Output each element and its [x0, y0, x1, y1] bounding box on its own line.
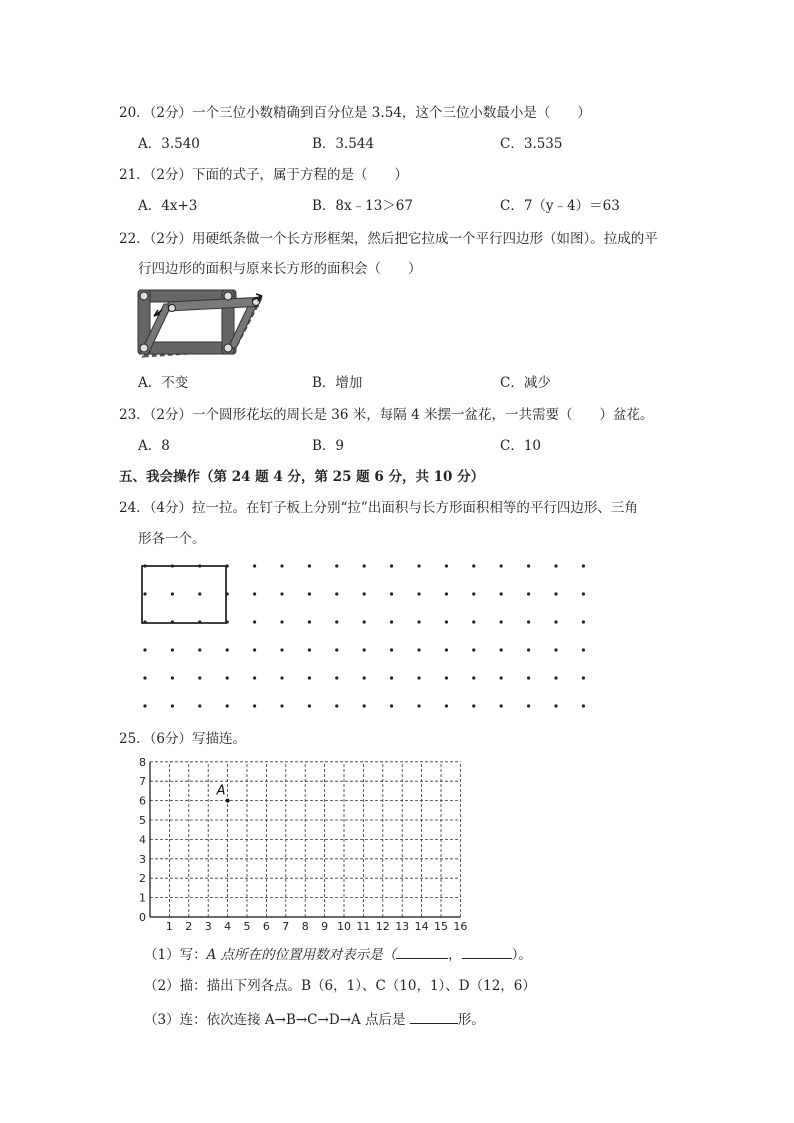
q23-option-a: A．8: [138, 438, 170, 454]
peg-dot[interactable]: [582, 564, 585, 567]
peg-dot[interactable]: [253, 704, 256, 707]
x-tick-label: 8: [301, 920, 309, 933]
peg-dot[interactable]: [308, 704, 311, 707]
q22-frame-figure: [134, 284, 270, 360]
peg-dot[interactable]: [171, 676, 174, 679]
q25-sub1-question: A 点所在的位置用数对表示是（: [206, 947, 397, 963]
peg-dot[interactable]: [335, 704, 338, 707]
peg-dot[interactable]: [500, 564, 503, 567]
x-tick-label: 1: [165, 920, 173, 933]
peg-dot[interactable]: [253, 620, 256, 623]
y-tick-label: 7: [139, 775, 146, 789]
x-tick-label: 12: [375, 920, 390, 933]
peg-dot[interactable]: [335, 620, 338, 623]
peg-dot[interactable]: [253, 592, 256, 595]
peg-dot[interactable]: [143, 620, 146, 623]
q23-option-c: C．10: [500, 438, 542, 454]
peg-dot[interactable]: [472, 704, 475, 707]
peg-dot[interactable]: [226, 676, 229, 679]
section-title: 五、我会操作（第 24 题 4 分，第 25 题 6 分，共 10 分）: [119, 469, 485, 485]
peg-dot[interactable]: [554, 620, 557, 623]
peg-dot[interactable]: [198, 676, 201, 679]
x-tick-label: 4: [224, 920, 232, 933]
peg-dot[interactable]: [417, 620, 420, 623]
peg-dot[interactable]: [390, 592, 393, 595]
peg-dot[interactable]: [554, 704, 557, 707]
peg-dot[interactable]: [335, 648, 338, 651]
peg-dot[interactable]: [308, 564, 311, 567]
q21-option-a: A．4x+3: [138, 198, 198, 214]
x-tick-label: 2: [185, 920, 193, 933]
peg-dot[interactable]: [417, 564, 420, 567]
peg-dot[interactable]: [363, 676, 366, 679]
y-tick-label: 1: [139, 891, 146, 905]
y-tick-label: 5: [139, 814, 146, 827]
peg-dot[interactable]: [472, 676, 475, 679]
q24-stem-line1: 24．（4分）拉一拉。在钉子板上分别“拉”出面积与长方形面积相等的平行四边形、三角: [119, 500, 638, 516]
peg-dot[interactable]: [226, 564, 229, 567]
x-tick-label: 7: [282, 920, 290, 933]
peg-dot[interactable]: [171, 592, 174, 595]
peg-dot[interactable]: [198, 704, 201, 707]
peg-dot[interactable]: [390, 620, 393, 623]
q20-option-a: A．3.540: [138, 136, 200, 152]
q22-option-c: C．减少: [500, 375, 551, 391]
peg-dot[interactable]: [143, 564, 146, 567]
q20-stem: 20．（2分）一个三位小数精确到百分位是 3.54，这个三位小数最小是（ ）: [119, 105, 591, 121]
peg-dot[interactable]: [226, 620, 229, 623]
peg-dot[interactable]: [582, 648, 585, 651]
x-tick-label: 5: [243, 920, 251, 933]
peg-dot[interactable]: [198, 592, 201, 595]
peg-dot[interactable]: [253, 564, 256, 567]
peg-dot[interactable]: [280, 620, 283, 623]
q22-stem-line2: 行四边形的面积与原来长方形的面积会（ ）: [138, 261, 422, 277]
peg-dot[interactable]: [226, 648, 229, 651]
peg-dot[interactable]: [417, 648, 420, 651]
x-tick-label: 13: [395, 920, 410, 933]
peg-dot[interactable]: [527, 704, 530, 707]
q25-stem: 25．（6分）写描连。: [119, 731, 247, 747]
peg-dot[interactable]: [445, 648, 448, 651]
x-tick-label: 9: [321, 920, 329, 933]
q21-stem: 21．（2分）下面的式子，属于方程的是（ ）: [119, 167, 409, 183]
q25-sub1-label: （1）写：: [144, 947, 207, 963]
x-tick-label: 14: [414, 920, 429, 933]
peg-dot[interactable]: [417, 704, 420, 707]
y-tick-label: 2: [139, 872, 146, 886]
peg-dot[interactable]: [527, 592, 530, 595]
peg-dot[interactable]: [363, 648, 366, 651]
q21-option-b: B．8x﹣13＞67: [312, 198, 413, 214]
peg-dot[interactable]: [253, 648, 256, 651]
answer-blank-shape[interactable]: [410, 1011, 458, 1024]
peg-dot[interactable]: [445, 676, 448, 679]
peg-dot[interactable]: [143, 676, 146, 679]
peg-dot[interactable]: [527, 564, 530, 567]
peg-dot[interactable]: [445, 564, 448, 567]
peg-dot[interactable]: [554, 648, 557, 651]
answer-blank-y[interactable]: [462, 946, 512, 959]
peg-dot[interactable]: [527, 620, 530, 623]
peg-dot[interactable]: [445, 704, 448, 707]
peg-dot[interactable]: [335, 676, 338, 679]
given-rectangle: [142, 566, 226, 623]
peg-dot[interactable]: [280, 564, 283, 567]
x-tick-label: 11: [356, 920, 371, 933]
peg-dot[interactable]: [582, 704, 585, 707]
q25-sub1: [144, 946, 532, 964]
rectangle-frame: [138, 290, 262, 354]
peg-dot[interactable]: [390, 648, 393, 651]
peg-dot[interactable]: [171, 704, 174, 707]
point-a-label: A: [216, 783, 226, 799]
peg-dot[interactable]: [554, 564, 557, 567]
peg-dot[interactable]: [500, 592, 503, 595]
y-tick-label: 3: [139, 852, 146, 866]
peg-dot[interactable]: [335, 592, 338, 595]
y-tick-label: 8: [139, 757, 146, 769]
peg-dot[interactable]: [308, 592, 311, 595]
peg-dot[interactable]: [198, 648, 201, 651]
peg-dot[interactable]: [445, 620, 448, 623]
peg-dot[interactable]: [363, 564, 366, 567]
y-tick-label: 4: [139, 833, 146, 847]
peg-dot[interactable]: [390, 564, 393, 567]
peg-dot[interactable]: [280, 648, 283, 651]
q25-sub2: （2）描：描出下列各点。B（6，1）、C（10，1）、D（12，6）: [144, 978, 536, 994]
peg-dot[interactable]: [280, 704, 283, 707]
peg-dot[interactable]: [472, 564, 475, 567]
peg-dot[interactable]: [582, 676, 585, 679]
peg-dot[interactable]: [335, 564, 338, 567]
peg-dot[interactable]: [445, 592, 448, 595]
q23-stem: 23．（2分）一个圆形花坛的周长是 36 米，每隔 4 米摆一盆花，一共需要（ ）盆花。: [119, 407, 654, 423]
q22-stem-line1: 22．（2分）用硬纸条做一个长方形框架，然后把它拉成一个平行四边形（如图）。拉成的平: [119, 231, 658, 247]
x-tick-label: 3: [204, 920, 212, 933]
peg-dot[interactable]: [308, 676, 311, 679]
y-tick-label: 0: [139, 911, 146, 924]
peg-dot[interactable]: [472, 620, 475, 623]
q20-option-b: B．3.544: [312, 136, 375, 152]
peg-dot[interactable]: [226, 704, 229, 707]
coordinate-grid: [130, 757, 475, 935]
peg-dot[interactable]: [308, 648, 311, 651]
peg-dot[interactable]: [417, 676, 420, 679]
y-tick-label: 6: [139, 794, 146, 808]
peg-dot[interactable]: [308, 620, 311, 623]
q25-sub3: [144, 1011, 485, 1029]
peg-dot[interactable]: [280, 676, 283, 679]
peg-dot[interactable]: [143, 648, 146, 651]
x-tick-label: 15: [434, 920, 448, 933]
point-a-marker: [226, 799, 230, 803]
peg-dot[interactable]: [253, 676, 256, 679]
answer-blank-x[interactable]: [396, 946, 448, 959]
q24-stem-line2: 形各一个。: [138, 531, 206, 547]
q22-option-a: A．不变: [138, 375, 189, 391]
peg-dot[interactable]: [527, 648, 530, 651]
peg-dot[interactable]: [198, 620, 201, 623]
peg-dot[interactable]: [226, 592, 229, 595]
x-tick-label: 16: [453, 920, 468, 933]
peg-dot[interactable]: [582, 592, 585, 595]
q21-option-c: C．7（y﹣4）＝63: [500, 198, 620, 214]
peg-dot[interactable]: [554, 676, 557, 679]
peg-dot[interactable]: [171, 620, 174, 623]
q22-option-b: B．增加: [312, 375, 363, 391]
peg-dot[interactable]: [472, 648, 475, 651]
peg-dot[interactable]: [417, 592, 420, 595]
peg-dot[interactable]: [500, 648, 503, 651]
peg-dot[interactable]: [171, 564, 174, 567]
q20-option-c: C．3.535: [500, 136, 563, 152]
peg-dot[interactable]: [363, 592, 366, 595]
peg-dot[interactable]: [527, 676, 530, 679]
peg-dot[interactable]: [554, 592, 557, 595]
peg-dot[interactable]: [472, 592, 475, 595]
peg-dot[interactable]: [390, 704, 393, 707]
q23-option-b: B．9: [312, 438, 345, 454]
peg-board-figure: [130, 555, 610, 720]
peg-dot[interactable]: [363, 704, 366, 707]
peg-dot[interactable]: [143, 592, 146, 595]
peg-dot[interactable]: [143, 704, 146, 707]
x-tick-label: 6: [262, 920, 270, 933]
peg-dot[interactable]: [500, 676, 503, 679]
peg-dot[interactable]: [390, 676, 393, 679]
q25-sub1-comma: ，: [448, 947, 462, 963]
peg-dot[interactable]: [171, 648, 174, 651]
peg-dot[interactable]: [280, 592, 283, 595]
peg-dot[interactable]: [582, 620, 585, 623]
q25-sub1-end: ）。: [511, 947, 532, 963]
peg-dot[interactable]: [363, 620, 366, 623]
x-tick-label: 10: [337, 920, 351, 933]
peg-dot[interactable]: [500, 704, 503, 707]
peg-dot[interactable]: [198, 564, 201, 567]
q25-sub3-end: 形。: [457, 1012, 485, 1028]
q25-sub3-text: （3）连：依次连接 A→B→C→D→A 点后是: [144, 1012, 406, 1028]
peg-dot[interactable]: [500, 620, 503, 623]
